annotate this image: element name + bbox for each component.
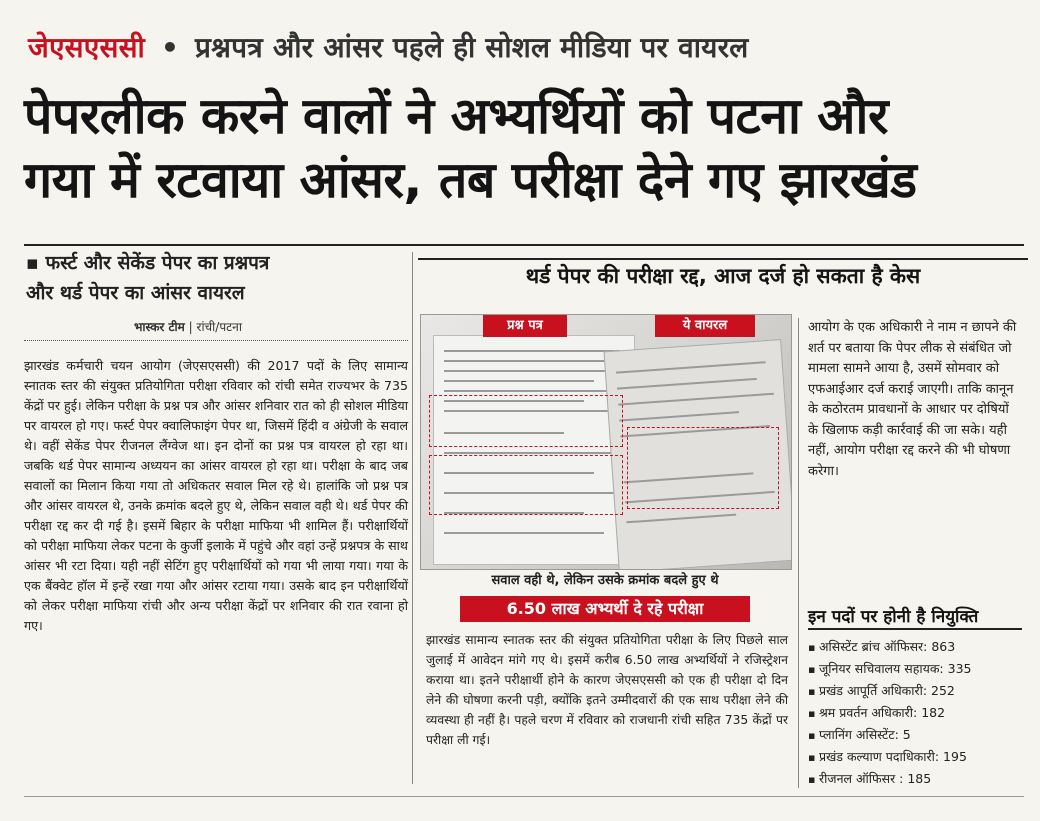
- list-item: ▪ प्रखंड कल्याण पदाधिकारी: 195: [808, 746, 1028, 768]
- deck-line-1: फर्स्ट और सेकेंड पेपर का प्रश्नपत्र: [45, 252, 270, 274]
- label-question-paper: प्रश्न पत्र: [483, 315, 567, 337]
- byline-team: भास्कर टीम: [134, 320, 185, 334]
- list-item: ▪ प्रखंड आपूर्ति अधिकारी: 252: [808, 680, 1028, 702]
- headline-line-1: पेपरलीक करने वालों ने अभ्यर्थियों को पटना और: [24, 87, 888, 145]
- highlight-box: [429, 395, 623, 447]
- candidates-banner: 6.50 लाख अभ्यर्थी दे रहे परीक्षा: [460, 596, 750, 622]
- list-item: ▪ प्लानिंग असिस्टेंट: 5: [808, 724, 1028, 746]
- list-item: ▪ असिस्टेंट ब्रांच ऑफिसर: 863: [808, 636, 1028, 658]
- deck-bullet: ▪: [26, 252, 39, 274]
- kicker-tag: जेएसएससी: [28, 31, 145, 64]
- top-rule: [24, 244, 1024, 246]
- kicker: [28, 28, 748, 66]
- dotted-rule: [24, 340, 408, 341]
- posts-title: इन पदों पर होनी है नियुक्ति: [808, 607, 979, 627]
- middle-article-body: झारखंड सामान्य स्नातक स्तर की संयुक्त प्रतियोगिता परीक्षा के लिए पिछले साल जुलाई में आवेदन मांगे गए थे। इसमें करीब 6.50 लाख अभ्यर्थियों ने रजिस्ट्रेशन कराया था। इतने परीक्षार्थी होने के कारण जेएसएससी को एक ही परीक्षा दो दिन लेने की घोषणा करनी पड़ी, क्योंकि इतने उम्मीदवारों की एक साथ परीक्षा लेने की व्यवस्था ही नहीं है। पहले चरण में रविवार को राजधानी रांची सहित 735 केंद्रों पर परीक्षा ली गई।: [426, 633, 788, 747]
- side-article-body: आयोग के एक अधिकारी ने नाम न छापने की शर्त पर बताया कि पेपर लीक से संबंधित जो मामला सामने आया है, उसमें सोमवार को एफआईआर दर्ज कराई जाएगी। ताकि कानून के कठोरतम प्रावधानों के आधार पर दोषियों के खिलाफ कड़ी कार्रवाई की जा सके। यही नहीं, आयोग परीक्षा रद्द करने की भी घोषणा करेगा।: [808, 320, 1017, 479]
- deck-line-2: और थर्ड पेपर का आंसर वायरल: [26, 282, 245, 304]
- side-divider: [798, 318, 799, 788]
- left-article-body: झारखंड कर्मचारी चयन आयोग (जेएसएससी) की 2017 पदों के लिए सामान्य स्नातक स्तर की संयुक्त प्रतियोगिता परीक्षा रविवार को रांची समेत राज्यभर के 735 केंद्रों पर हुई। लेकिन परीक्षा के प्रश्न पत्र और आंसर शनिवार रात को ही सोशल मीडिया पर वायरल हो गए। फर्स्ट पेपर क्वालिफाइंग पेपर था, जिसमें हिंदी व अंग्रेजी के सवाल थे। वहीं सेकेंड पेपर रीजनल लैंग्वेज था। इन दोनों का प्रश्न पत्र वायरल हो रहा था। जबकि थर्ड पेपर सामान्य अध्ययन का आंसर वायरल हो रहा था। परीक्षा के बाद जब सवालों का मिलान किया गया तो अधिकतर सवाल मिल रहे थे। हालांकि जो प्रश्न पत्र और आंसर वायरल थे, उनके क्रमांक बदले हुए थे, लेकिन सवाल वही थे। थर्ड पेपर की परीक्षा रद्द कर दी गई है। इसमें बिहार के परीक्षा माफिया भी शामिल हैं। परीक्षार्थियों को परीक्षा माफिया लेकर पटना के कुर्जी इलाके में पहुंचे और वहां उन्हें प्रश्नपत्र के साथ आंसर भी रटा दिया। यही नहीं सेटिंग हुए परीक्षार्थियों को गया भी लाया गया। गया के एक बैंक्वेट हॉल में इन्हें रखा गया और आंसर रटाया गया। उसके बाद इन परीक्षार्थियों को लेकर परीक्षा माफिया रांची और अन्य परीक्षा केंद्रों पर शनिवार की रात रवाना हो गए।: [24, 358, 408, 633]
- bottom-rule: [24, 796, 1024, 797]
- list-item: ▪ श्रम प्रवर्तन अधिकारी: 182: [808, 702, 1028, 724]
- posts-rule: [808, 628, 1022, 630]
- kicker-subtitle: प्रश्नपत्र और आंसर पहले ही सोशल मीडिया पर वायरल: [195, 31, 749, 64]
- photo-caption: सवाल वही थे, लेकिन उसके क्रमांक बदले हुए थे: [491, 573, 719, 588]
- posts-list: [808, 636, 1028, 790]
- kicker-separator: •: [160, 31, 180, 64]
- column-divider: [412, 252, 413, 784]
- left-deck: [26, 248, 406, 308]
- byline-place: रांची/पटना: [196, 320, 242, 334]
- question-paper-photo: [420, 314, 792, 570]
- list-item: ▪ जूनियर सचिवालय सहायक: 335: [808, 658, 1028, 680]
- right-rule: [418, 258, 1028, 260]
- byline: भास्कर टीम | रांची/पटना: [134, 320, 242, 334]
- highlight-box: [627, 427, 779, 509]
- headline: [24, 84, 1024, 212]
- highlight-box: [429, 455, 623, 515]
- right-headline: थर्ड पेपर की परीक्षा रद्द, आज दर्ज हो सकता है केस: [525, 264, 921, 288]
- list-item: ▪ रीजनल ऑफिसर : 185: [808, 768, 1028, 790]
- headline-line-2: गया में रटवाया आंसर, तब परीक्षा देने गए झारखंड: [24, 151, 917, 209]
- label-viral: ये वायरल: [655, 315, 755, 337]
